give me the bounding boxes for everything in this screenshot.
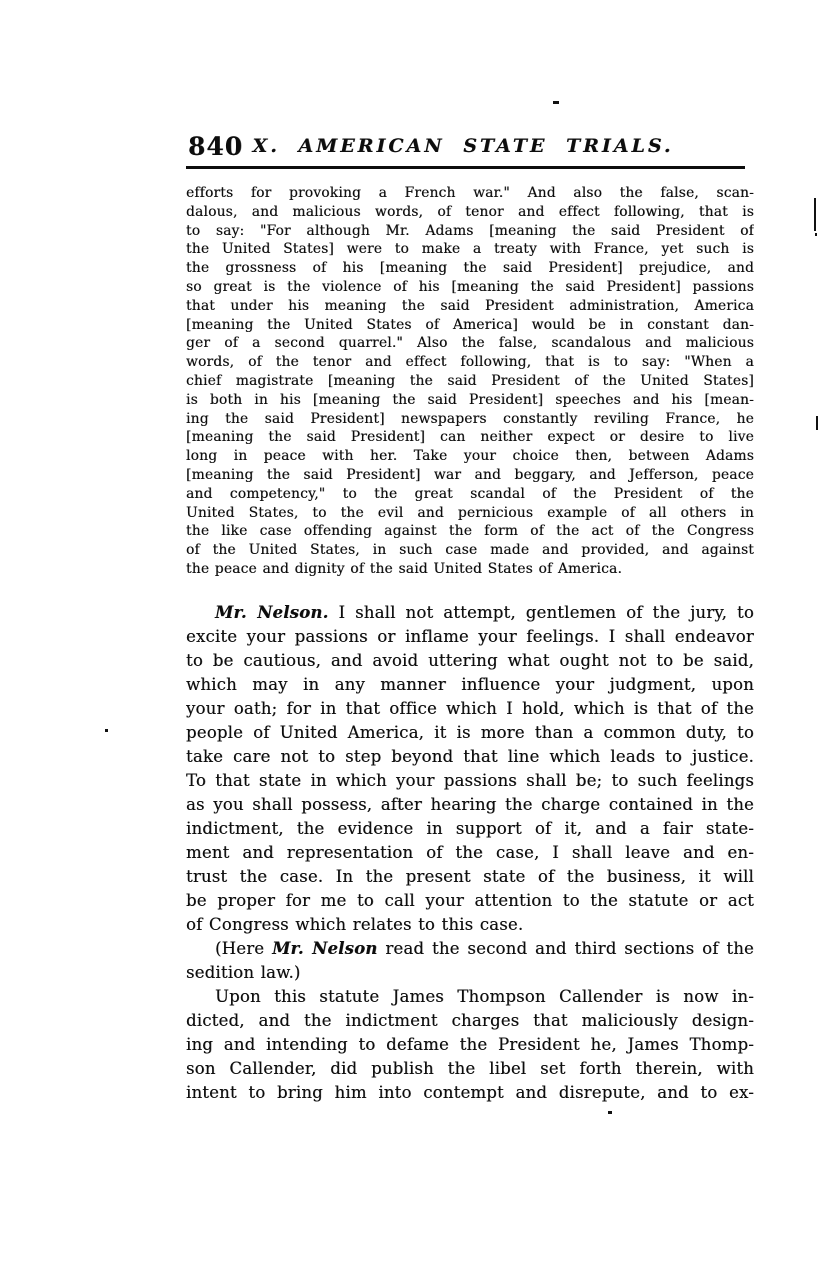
paragraph-statute-charge <box>186 985 754 1105</box>
text-line <box>186 466 754 485</box>
text-run: that under his meaning the said President administration, America <box>186 297 754 314</box>
text-run: dicted, and the indictment charges that maliciously design- <box>186 1011 754 1030</box>
text-line <box>186 1009 754 1033</box>
page-header <box>186 132 754 162</box>
text-run: words, of the tenor and effect following, that is to say: "When a <box>186 354 754 371</box>
text-line <box>186 865 754 889</box>
text-line <box>186 184 754 203</box>
text-line <box>186 937 754 961</box>
text-run: your oath; for in that office which I hold, which is that of the <box>186 699 754 718</box>
scan-speck <box>553 101 559 104</box>
header-rule <box>186 166 745 169</box>
text-line <box>186 372 754 391</box>
text-run: be proper for me to call your attention to the statute or act <box>186 891 754 910</box>
text-run: ger of a second quarrel." Also the false, scandalous and malicious <box>186 335 754 352</box>
text-run: take care not to step beyond that line which leads to justice. <box>186 747 754 766</box>
text-run: of Congress which relates to this case. <box>186 915 524 934</box>
text-line <box>186 1081 754 1105</box>
scan-mark <box>816 416 818 430</box>
text-run: sedition law.) <box>186 963 301 982</box>
text-line <box>186 649 754 673</box>
text-line <box>186 793 754 817</box>
text-run: which may in any manner influence your judgment, upon <box>186 675 754 694</box>
text-line <box>186 410 754 429</box>
text-run: the grossness of his [meaning the said President] prejudice, and <box>186 260 754 277</box>
text-line <box>186 504 754 523</box>
speaker-name: Mr. Nelson <box>272 939 378 958</box>
text-line <box>186 985 754 1009</box>
text-run: [meaning the said President] war and beggary, and Jefferson, peace <box>186 466 754 483</box>
text-run: [meaning the said President] can neither expect or desire to live <box>186 429 754 446</box>
text-line <box>186 541 754 560</box>
text-line <box>186 334 754 353</box>
text-run: the like case offending against the form of the act of the Congress <box>186 523 754 540</box>
text-line <box>186 259 754 278</box>
running-title: X. AMERICAN STATE TRIALS. <box>252 135 674 157</box>
text-line <box>186 278 754 297</box>
text-run: so great is the violence of his [meaning the said President] passions <box>186 278 754 295</box>
text-line <box>186 745 754 769</box>
text-line <box>186 316 754 335</box>
text-line <box>186 222 754 241</box>
paragraph-stage-direction <box>186 937 754 985</box>
text-run: to say: "For although Mr. Adams [meaning the said President of <box>186 222 754 239</box>
text-run: (Here <box>215 939 273 958</box>
paragraph-nelson-speech <box>186 601 754 937</box>
text-line <box>186 560 754 579</box>
text-run: United States, to the evil and pernicious example of all others in <box>186 504 754 521</box>
text-run: Upon this statute James Thompson Callender is now in- <box>215 987 754 1006</box>
speaker-name: Mr. Nelson. <box>215 603 329 622</box>
text-line <box>186 353 754 372</box>
scan-speck <box>815 233 817 236</box>
text-line <box>186 625 754 649</box>
text-line <box>186 601 754 625</box>
text-run: excite your passions or inflame your feelings. I shall endeavor <box>186 627 754 646</box>
text-run: read the second and third sections of the <box>377 939 754 958</box>
page-number: 840 <box>188 132 244 161</box>
text-run: ing the said President] newspapers constantly reviling France, he <box>186 410 754 427</box>
text-run: efforts for provoking a French war." And also the false, scan- <box>186 185 754 201</box>
text-run: the peace and dignity of the said United States of America. <box>186 560 623 577</box>
text-run: indictment, the evidence in support of it, and a fair state- <box>186 819 754 838</box>
text-line <box>186 428 754 447</box>
text-run: ing and intending to defame the President he, James Thomp- <box>186 1035 754 1054</box>
indictment-quote-block <box>186 184 754 579</box>
text-run: is both in his [meaning the said President] speeches and his [mean- <box>186 391 754 408</box>
scan-mark <box>814 198 816 231</box>
text-line <box>186 889 754 913</box>
text-line <box>186 817 754 841</box>
text-run: chief magistrate [meaning the said President of the United States] <box>186 372 754 389</box>
text-line <box>186 297 754 316</box>
text-run: and competency," to the great scandal of the President of the <box>186 485 754 502</box>
text-run: of the United States, in such case made and provided, and against <box>186 542 754 559</box>
text-run: intent to bring him into contempt and disrepute, and to ex- <box>186 1083 754 1102</box>
text-line <box>186 1033 754 1057</box>
text-line <box>186 1057 754 1081</box>
text-line <box>186 485 754 504</box>
text-run: people of United America, it is more than a common duty, to <box>186 723 754 742</box>
body-text <box>186 601 754 1105</box>
text-line <box>186 240 754 259</box>
text-line <box>186 721 754 745</box>
text-line <box>186 841 754 865</box>
scan-speck <box>105 729 108 732</box>
scan-speck <box>608 1111 612 1114</box>
text-line <box>186 203 754 222</box>
text-run: [meaning the United States of America] would be in constant dan- <box>186 316 754 333</box>
text-run: dalous, and malicious words, of tenor and effect following, that is <box>186 203 754 220</box>
text-run: To that state in which your passions shall be; to such feelings <box>186 771 754 790</box>
text-line <box>186 697 754 721</box>
text-line <box>186 522 754 541</box>
text-line <box>186 391 754 410</box>
text-run: long in peace with her. Take your choice then, between Adams <box>186 448 754 465</box>
text-line <box>186 673 754 697</box>
text-line <box>186 961 754 985</box>
text-run: son Callender, did publish the libel set forth therein, with <box>186 1059 754 1078</box>
text-run: the United States] were to make a treaty with France, yet such is <box>186 241 754 258</box>
text-run: ment and representation of the case, I shall leave and en- <box>186 843 754 862</box>
text-run: to be cautious, and avoid uttering what ought not to be said, <box>186 651 754 670</box>
text-line <box>186 447 754 466</box>
text-line <box>186 913 754 937</box>
text-line <box>186 769 754 793</box>
text-run: trust the case. In the present state of the business, it will <box>186 867 754 886</box>
text-run: I shall not attempt, gentlemen of the jury, to <box>328 603 754 622</box>
text-run: as you shall possess, after hearing the charge contained in the <box>186 795 754 814</box>
